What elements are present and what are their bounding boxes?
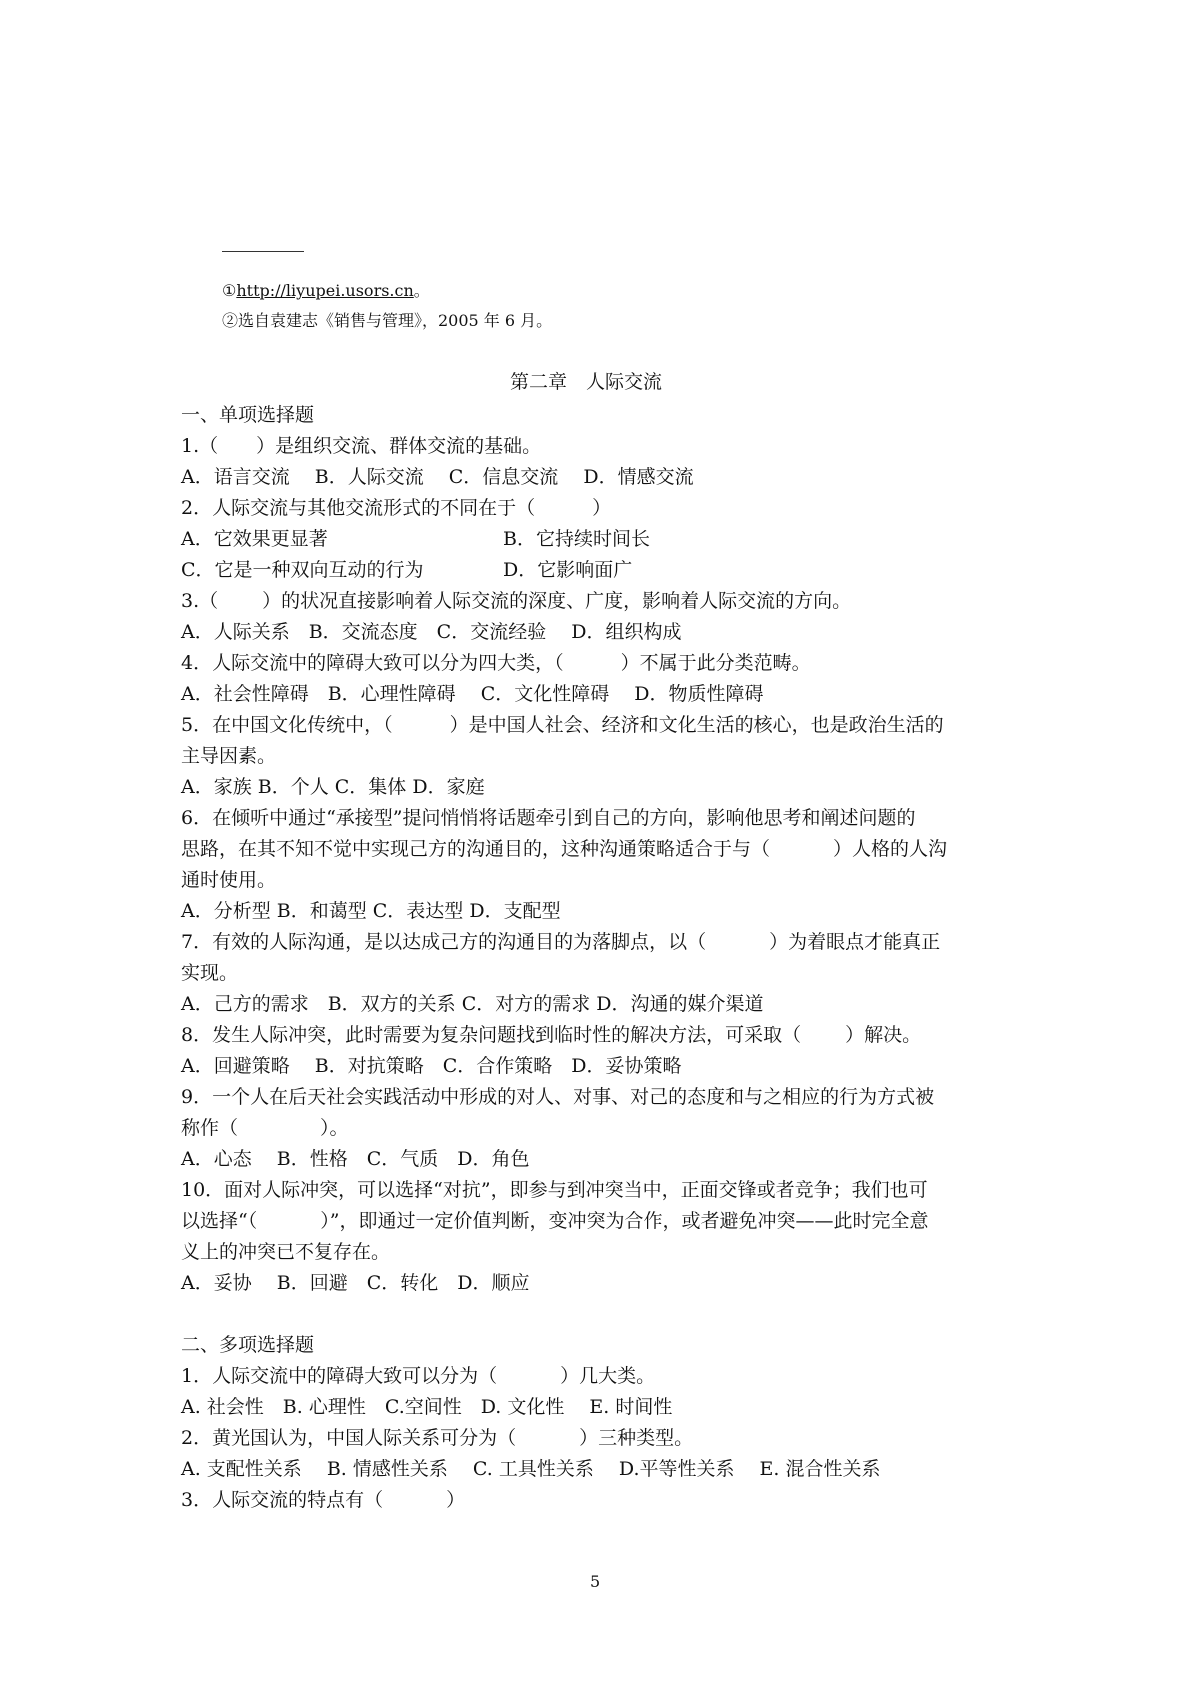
mc-question-1-options: A. 社会性 B. 心理性 C.空间性 D. 文化性 E. 时间性 (181, 1396, 673, 1418)
question-2-option-c: C．它是一种双向互动的行为 (181, 559, 424, 581)
footnote-2: ②选自袁建志《销售与管理》，2005 年 6 月。 (222, 311, 553, 330)
question-10-line-3: 义上的冲突已不复存在。 (181, 1241, 391, 1263)
question-9-line-2: 称作（ ）。 (181, 1117, 349, 1139)
question-4-options: A．社会性障碍 B．心理性障碍 C．文化性障碍 D．物质性障碍 (181, 683, 764, 705)
question-5-line-2: 主导因素。 (181, 745, 277, 767)
question-6-line-3: 通时使用。 (181, 869, 277, 891)
question-10-options: A．妥协 B．回避 C．转化 D．顺应 (181, 1272, 530, 1294)
mc-question-2-options: A. 支配性关系 B. 情感性关系 C. 工具性关系 D.平等性关系 E. 混合性关系 (181, 1458, 881, 1480)
page-number: 5 (590, 1572, 601, 1591)
footnote-1-suffix: 。 (413, 281, 430, 300)
question-5-line-1: 5．在中国文化传统中，（ ）是中国人社会、经济和文化生活的核心，也是政治生活的 (181, 714, 944, 736)
footnote-1-link[interactable]: http://liyupei.usors.cn (236, 281, 414, 300)
question-2-option-b: B．它持续时间长 (503, 528, 650, 550)
footnote-1 (222, 278, 430, 301)
question-2: 2．人际交流与其他交流形式的不同在于（ ） (181, 497, 612, 519)
question-8: 8．发生人际冲突，此时需要为复杂问题找到临时性的解决方法，可采取（ ）解决。 (181, 1024, 922, 1046)
question-6-options: A．分析型 B．和蔼型 C．表达型 D．支配型 (181, 900, 561, 922)
question-8-options: A．回避策略 B．对抗策略 C．合作策略 D．妥协策略 (181, 1055, 682, 1077)
question-1: 1.（ ）是组织交流、群体交流的基础。 (181, 435, 542, 457)
question-2-option-a: A．它效果更显著 (181, 528, 328, 550)
mc-question-1: 1．人际交流中的障碍大致可以分为（ ）几大类。 (181, 1365, 656, 1387)
question-9-line-1: 9．一个人在后天社会实践活动中形成的对人、对事、对己的态度和与之相应的行为方式被 (181, 1086, 935, 1108)
question-6-line-2: 思路，在其不知不觉中实现己方的沟通目的，这种沟通策略适合于与（ ）人格的人沟 (181, 838, 948, 860)
question-10-line-1: 10．面对人际冲突，可以选择“对抗”，即参与到冲突当中，正面交锋或者竞争；我们也可 (181, 1179, 928, 1201)
chapter-title: 第二章 人际交流 (510, 371, 663, 393)
question-7-line-2: 实现。 (181, 962, 239, 984)
question-6-line-1: 6．在倾听中通过“承接型”提问悄悄将话题牵引到自己的方向，影响他思考和阐述问题的 (181, 807, 916, 829)
question-3-options: A．人际关系 B．交流态度 C．交流经验 D．组织构成 (181, 621, 682, 643)
question-9-options: A．心态 B．性格 C．气质 D．角色 (181, 1148, 530, 1170)
question-3: 3.（ ）的状况直接影响着人际交流的深度、广度，影响着人际交流的方向。 (181, 590, 852, 612)
question-7-options: A．己方的需求 B．双方的关系 C．对方的需求 D．沟通的媒介渠道 (181, 993, 764, 1015)
question-4: 4．人际交流中的障碍大致可以分为四大类，（ ）不属于此分类范畴。 (181, 652, 811, 674)
question-10-line-2: 以选择“（ ）”，即通过一定价值判断，变冲突为合作，或者避免冲突——此时完全意 (181, 1210, 929, 1232)
mc-question-3: 3．人际交流的特点有（ ） (181, 1489, 466, 1511)
question-2-option-d: D．它影响面广 (503, 559, 633, 581)
footnote-separator (222, 251, 304, 252)
question-1-options: A．语言交流 B．人际交流 C．信息交流 D．情感交流 (181, 466, 694, 488)
section-heading-single-choice: 一、单项选择题 (181, 404, 315, 426)
footnote-1-marker: ① (222, 281, 237, 300)
question-5-options: A．家族 B．个人 C．集体 D．家庭 (181, 776, 485, 798)
section-heading-multiple-choice: 二、多项选择题 (181, 1334, 315, 1356)
question-7-line-1: 7．有效的人际沟通，是以达成己方的沟通目的为落脚点，以（ ）为着眼点才能真正 (181, 931, 941, 953)
mc-question-2: 2．黄光国认为，中国人际关系可分为（ ）三种类型。 (181, 1427, 694, 1449)
